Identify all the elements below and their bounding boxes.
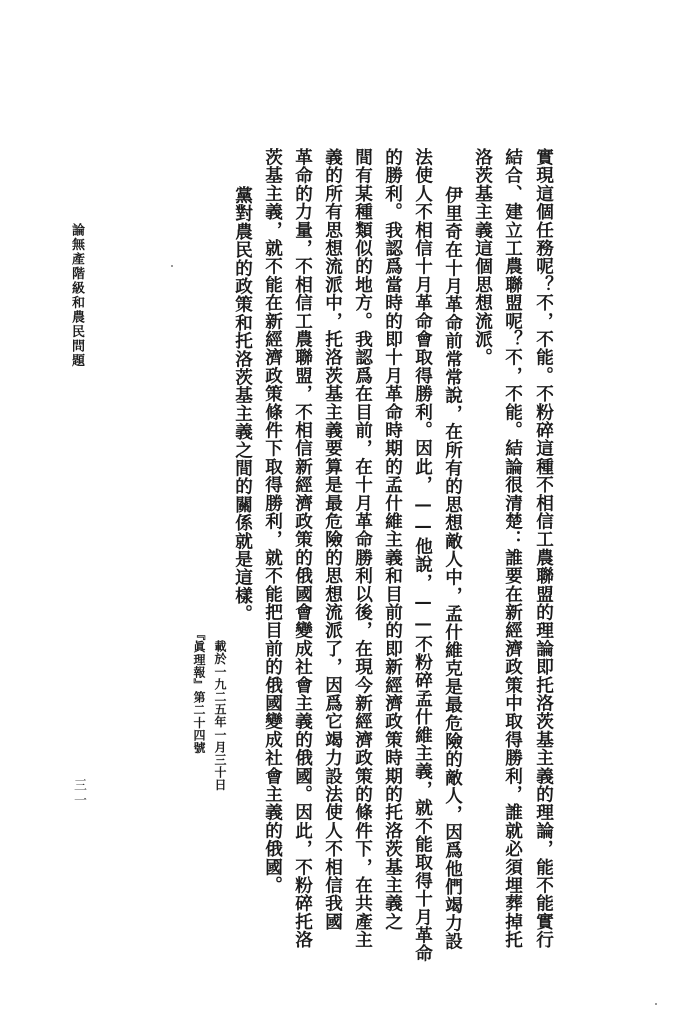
- body-line: 義的所有思想流派中，托洛茨基主義要算是最危險的思想流派了，因爲它竭力設法使人不相信我國: [322, 148, 344, 931]
- scan-speck: [171, 265, 173, 267]
- body-line: 茨基主義，就不能在新經濟政策條件下取得勝利，就不能把目前的俄國變成社會主義的俄國。: [262, 148, 284, 895]
- body-line: 實現這個任務呢？不，不能。不粉碎這種不相信工農聯盟的理論即托洛茨基主義的理論，能不能實行: [533, 148, 555, 949]
- body-line: 革命的力量，不相信工農聯盟，不相信新經濟政策的俄國會變成社會主義的俄國。因此，不粉碎托洛: [292, 148, 314, 949]
- body-line: 結合、建立工農聯盟呢？不，不能。結論很清楚：誰要在新經濟政策中取得勝利，誰就必須埋葬掉托: [502, 148, 524, 949]
- running-header: 論無產階級和農民問題: [69, 223, 84, 368]
- scan-speck: [655, 1003, 657, 1005]
- body-line: 伊里奇在十月革命前常常說，在所有的思想敵人中，孟什維克是最危險的敵人，因爲他們竭力設: [442, 186, 464, 951]
- body-line: 間有某種類似的地方。我認爲在目前，在十月革命勝利以後，在現今新經濟政策的條件下，在共產主: [352, 148, 374, 949]
- page-number: 三一: [71, 778, 86, 808]
- source-note-publication: 『眞理報』第二十四號: [192, 628, 206, 754]
- source-note-date: 載於一九二五年一月三十日: [213, 640, 227, 792]
- body-line: 黨對農民的政策和托洛茨基主義之間的關係就是這樣。: [232, 186, 254, 623]
- body-line: 洛茨基主義這個思想流派。: [472, 148, 494, 367]
- body-line: 的勝利。我認爲當時的即十月革命時期的孟什維主義和目前的即新經濟政策時期的托洛茨基主義之: [382, 148, 404, 931]
- body-line: 法使人不相信十月革命會取得勝利。因此，——他說，——不粉碎孟什維主義，就不能取得十月革命: [412, 148, 434, 963]
